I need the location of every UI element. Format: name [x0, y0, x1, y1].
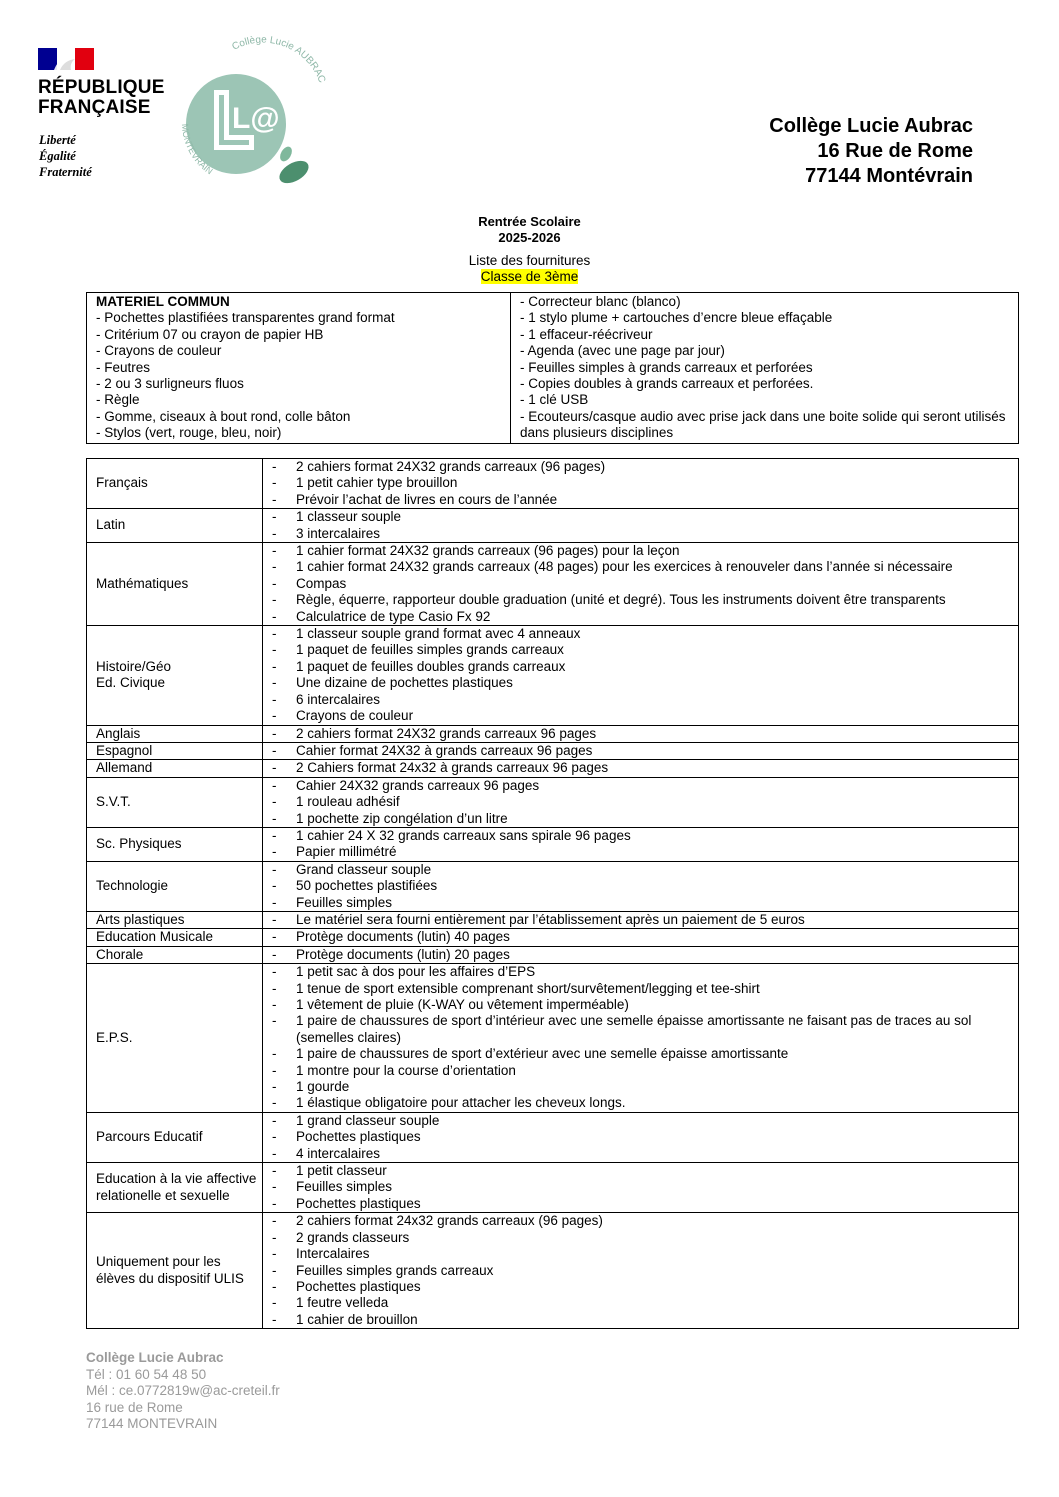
- marianne-flag-icon: [38, 48, 94, 70]
- supply-item-text: Cahier 24X32 grands carreaux 96 pages: [296, 777, 540, 793]
- bullet-dash: -: [272, 1145, 277, 1161]
- supply-item: [263, 1129, 1018, 1145]
- supply-item: [263, 1246, 1018, 1262]
- supply-item-text: Cahier format 24X32 à grands carreaux 96 pages: [296, 742, 593, 758]
- supply-item: [263, 929, 1018, 945]
- bullet-dash: -: [272, 708, 277, 724]
- supply-item: [263, 997, 1018, 1013]
- bullet-dash: -: [272, 810, 277, 826]
- subject-name: Parcours Educatif: [87, 1112, 263, 1162]
- bullet-dash: -: [272, 794, 277, 810]
- supply-item-text: 1 cahier format 24X32 grands carreaux (96 pages) pour la leçon: [296, 543, 680, 559]
- bullet-dash: -: [272, 1246, 277, 1262]
- subject-row: [87, 742, 1019, 759]
- bullet-dash: -: [272, 1213, 277, 1229]
- common-item: - Ecouteurs/casque audio avec prise jack dans une boite solide qui seront utilisés dans plusieurs disciplines: [520, 408, 1006, 441]
- footer-name: Collège Lucie Aubrac: [86, 1350, 224, 1365]
- supply-item-text: Grand classeur souple: [296, 861, 432, 877]
- supply-item: [263, 642, 1018, 658]
- supply-item: [263, 981, 1018, 997]
- subject-row: [87, 1213, 1019, 1329]
- common-item: - Gomme, ciseaux à bout rond, colle bâton: [96, 408, 351, 424]
- supply-item: [263, 912, 1018, 928]
- common-item: - 2 ou 3 surligneurs fluos: [96, 376, 244, 392]
- subject-row: [87, 509, 1019, 543]
- supply-item-text: 2 cahiers format 24X32 grands carreaux (96 pages): [296, 459, 606, 474]
- supply-item-text: 1 pochette zip congélation d’un litre: [296, 810, 508, 826]
- bullet-dash: -: [272, 1278, 277, 1294]
- footer-email: Mél : ce.0772819w@ac-creteil.fr: [86, 1383, 280, 1399]
- supply-item-text: 1 tenue de sport extensible comprenant short/survêtement/legging et tee-shirt: [296, 980, 760, 996]
- supply-item: [263, 1079, 1018, 1095]
- supply-item: [263, 895, 1018, 911]
- common-right-column: [511, 293, 1019, 444]
- supply-item-text: 4 intercalaires: [296, 1145, 381, 1161]
- supply-item-text: 1 élastique obligatoire pour attacher les cheveux longs.: [296, 1095, 626, 1111]
- supply-item-text: 1 classeur souple: [296, 509, 402, 525]
- supply-item-text: 1 paire de chaussures de sport d’extérieur avec une semelle épaisse amortissante: [296, 1046, 789, 1062]
- bullet-dash: -: [272, 1311, 277, 1327]
- bullet-dash: -: [272, 608, 277, 624]
- supply-item: [263, 862, 1018, 878]
- supply-item-text: 1 paquet de feuilles doubles grands carreaux: [296, 658, 566, 674]
- supply-item: [263, 526, 1018, 542]
- supply-item: [263, 509, 1018, 525]
- supply-item: [263, 947, 1018, 963]
- bullet-dash: -: [272, 1079, 277, 1095]
- supply-item: [263, 1063, 1018, 1079]
- common-item: - Agenda (avec une page par jour): [520, 343, 725, 359]
- subject-items: [263, 509, 1019, 543]
- rf-title: RÉPUBLIQUE FRANÇAISE: [38, 77, 165, 118]
- bullet-dash: -: [272, 742, 277, 758]
- supply-item: [263, 743, 1018, 759]
- common-item: - Critérium 07 ou crayon de papier HB: [96, 326, 324, 342]
- subject-items: [263, 626, 1019, 725]
- header-city: 77144 Montévrain: [805, 165, 973, 187]
- heading-title: Rentrée Scolaire: [478, 214, 581, 229]
- supply-item-text: 1 gourde: [296, 1079, 350, 1095]
- supply-item: [263, 659, 1018, 675]
- common-left-column: [87, 293, 511, 444]
- supply-item-text: 1 cahier format 24X32 grands carreaux (48 pages) pour les exercices à renouveler dans l’année si nécessaire: [296, 559, 953, 575]
- bullet-dash: -: [272, 964, 277, 980]
- supply-item-text: 6 intercalaires: [296, 691, 381, 707]
- footer-street: 16 rue de Rome: [86, 1399, 183, 1415]
- subject-row: [87, 1112, 1019, 1162]
- subject-name: Sc. Physiques: [87, 827, 263, 861]
- subject-row: [87, 760, 1019, 777]
- bullet-dash: -: [272, 675, 277, 691]
- bullet-dash: -: [272, 844, 277, 860]
- supply-item-text: 2 cahiers format 24X32 grands carreaux 96 pages: [296, 725, 597, 741]
- supply-item: [263, 1113, 1018, 1129]
- supply-item: [263, 1312, 1018, 1328]
- supply-item-text: 1 petit classeur: [296, 1163, 387, 1179]
- supply-item-text: 1 montre pour la course d’orientation: [296, 1062, 516, 1078]
- subject-row: [87, 861, 1019, 911]
- bullet-dash: -: [272, 509, 277, 525]
- bullet-dash: -: [272, 980, 277, 996]
- subjects-table: [86, 458, 1019, 1329]
- subject-name: Français: [87, 459, 263, 509]
- bullet-dash: -: [272, 559, 277, 575]
- college-logo-mark: L@: [232, 102, 280, 135]
- subject-row: [87, 777, 1019, 827]
- supply-item: [263, 1279, 1018, 1295]
- bullet-dash: -: [272, 1062, 277, 1078]
- supply-item: [263, 1196, 1018, 1212]
- subject-name: Uniquement pour les élèves du dispositif ULIS: [87, 1213, 263, 1329]
- college-logo-arc-top: Collège Lucie AUBRAC: [230, 34, 328, 85]
- supply-item-text: Protège documents (lutin) 20 pages: [296, 946, 510, 962]
- subject-items: [263, 964, 1019, 1113]
- subject-row: [87, 626, 1019, 725]
- supply-item-text: 50 pochettes plastifiées: [296, 878, 438, 894]
- bullet-dash: -: [272, 1046, 277, 1062]
- supply-item-text: Règle, équerre, rapporteur double graduation (unité et degré). Tous les instruments doivent être transparents: [296, 592, 946, 608]
- subject-row: [87, 459, 1019, 509]
- supply-item-text: Crayons de couleur: [296, 708, 414, 724]
- subject-name: Histoire/Géo Ed. Civique: [87, 626, 263, 725]
- supply-item: [263, 675, 1018, 691]
- header-address: [769, 114, 973, 189]
- supply-item: [263, 459, 1018, 475]
- supply-item-text: 1 paire de chaussures de sport d’intérieur avec une semelle épaisse amortissante ne faisant pas de traces au sol (semelles claires): [296, 1013, 972, 1045]
- subject-name: S.V.T.: [87, 777, 263, 827]
- subject-row: [87, 964, 1019, 1113]
- supply-item: [263, 559, 1018, 575]
- supply-item: [263, 1146, 1018, 1162]
- common-item: - Crayons de couleur: [96, 343, 222, 359]
- subject-row: [87, 946, 1019, 963]
- supply-item-text: Calculatrice de type Casio Fx 92: [296, 608, 491, 624]
- bullet-dash: -: [272, 1112, 277, 1128]
- bullet-dash: -: [272, 543, 277, 559]
- subject-items: [263, 760, 1019, 777]
- supply-item: [263, 828, 1018, 844]
- bullet-dash: -: [272, 459, 277, 474]
- supply-item-text: Compas: [296, 575, 347, 591]
- supply-item-text: 1 paquet de feuilles simples grands carreaux: [296, 642, 564, 658]
- bullet-dash: -: [272, 626, 277, 642]
- subject-row: [87, 911, 1019, 928]
- subject-name: Education Musicale: [87, 929, 263, 946]
- supply-item-text: 1 classeur souple grand format avec 4 anneaux: [296, 626, 581, 642]
- subject-row: [87, 1163, 1019, 1213]
- common-item: - Correcteur blanc (blanco): [520, 294, 681, 309]
- supply-item: [263, 964, 1018, 980]
- supply-item: [263, 778, 1018, 794]
- bullet-dash: -: [272, 760, 277, 776]
- supply-item-text: Protège documents (lutin) 40 pages: [296, 929, 510, 945]
- supply-item-text: Pochettes plastiques: [296, 1195, 421, 1211]
- supply-item: [263, 576, 1018, 592]
- subject-row: [87, 543, 1019, 626]
- bullet-dash: -: [272, 642, 277, 658]
- bullet-dash: -: [272, 1229, 277, 1245]
- supply-item-text: 1 cahier 24 X 32 grands carreaux sans spirale 96 pages: [296, 827, 631, 843]
- subject-items: [263, 1112, 1019, 1162]
- subject-name: Espagnol: [87, 742, 263, 759]
- subject-items: [263, 911, 1019, 928]
- supply-item: [263, 492, 1018, 508]
- subject-items: [263, 861, 1019, 911]
- subject-name: Chorale: [87, 946, 263, 963]
- supply-item-text: 1 grand classeur souple: [296, 1112, 440, 1128]
- supply-item: [263, 543, 1018, 559]
- supply-item: [263, 811, 1018, 827]
- supply-item-text: Intercalaires: [296, 1246, 370, 1262]
- subject-name: Education à la vie affective relationelle et sexuelle: [87, 1163, 263, 1213]
- supply-item: [263, 708, 1018, 724]
- college-logo-arc-bottom: MONTEVRAIN: [179, 123, 215, 177]
- supply-item-text: Le matériel sera fourni entièrement par l’établissement après un paiement de 5 euros: [296, 911, 805, 927]
- heading-year: 2025-2026: [498, 230, 561, 245]
- bullet-dash: -: [272, 946, 277, 962]
- common-item: - 1 effaceur-réécriveur: [520, 326, 653, 342]
- supply-item: [263, 1163, 1018, 1179]
- bullet-dash: -: [272, 691, 277, 707]
- header-street: 16 Rue de Rome: [817, 140, 973, 162]
- bullet-dash: -: [272, 1295, 277, 1311]
- common-left-list: [96, 310, 504, 441]
- bullet-dash: -: [272, 1095, 277, 1111]
- supply-item: [263, 1230, 1018, 1246]
- common-item: - Règle: [96, 392, 140, 408]
- supply-item-text: 3 intercalaires: [296, 525, 381, 541]
- subject-items: [263, 929, 1019, 946]
- subject-items: [263, 1163, 1019, 1213]
- bullet-dash: -: [272, 1179, 277, 1195]
- supply-item-text: 2 Cahiers format 24x32 à grands carreaux 96 pages: [296, 760, 609, 776]
- bullet-dash: -: [272, 1262, 277, 1278]
- common-title: MATERIEL COMMUN: [96, 294, 230, 309]
- supply-item-text: Pochettes plastiques: [296, 1278, 421, 1294]
- supply-item: [263, 692, 1018, 708]
- supply-item: [263, 726, 1018, 742]
- supply-item: [263, 626, 1018, 642]
- supply-item: [263, 1179, 1018, 1195]
- bullet-dash: -: [272, 1195, 277, 1211]
- supply-item-text: 1 feutre velleda: [296, 1295, 389, 1311]
- supply-item-text: 2 cahiers format 24x32 grands carreaux (96 pages): [296, 1213, 603, 1229]
- bullet-dash: -: [272, 475, 277, 491]
- subject-name: Anglais: [87, 725, 263, 742]
- supply-item: [263, 1213, 1018, 1229]
- subject-name: E.P.S.: [87, 964, 263, 1113]
- college-logo: [172, 32, 337, 192]
- subject-items: [263, 946, 1019, 963]
- subject-row: [87, 929, 1019, 946]
- subject-name: Mathématiques: [87, 543, 263, 626]
- supply-item-text: 1 vêtement de pluie (K-WAY ou vêtement imperméable): [296, 997, 629, 1012]
- supply-item-text: Feuilles simples grands carreaux: [296, 1262, 494, 1278]
- supply-item-text: Feuilles simples: [296, 1179, 393, 1195]
- subject-items: [263, 543, 1019, 626]
- footer-phone: Tél : 01 60 54 48 50: [86, 1366, 207, 1382]
- common-item: - Copies doubles à grands carreaux et perforées.: [520, 376, 814, 392]
- supply-item: [263, 844, 1018, 860]
- bullet-dash: -: [272, 1163, 277, 1179]
- supply-item-text: 1 petit cahier type brouillon: [296, 475, 458, 491]
- bullet-dash: -: [272, 491, 277, 507]
- subject-row: [87, 827, 1019, 861]
- bullet-dash: -: [272, 929, 277, 945]
- subject-items: [263, 827, 1019, 861]
- header-college-name: Collège Lucie Aubrac: [769, 115, 973, 137]
- bullet-dash: -: [272, 1129, 277, 1145]
- bullet-dash: -: [272, 894, 277, 910]
- subject-items: [263, 742, 1019, 759]
- bullet-dash: -: [272, 911, 277, 927]
- subject-name: Allemand: [87, 760, 263, 777]
- supply-item-text: 1 petit sac à dos pour les affaires d’EPS: [296, 964, 536, 980]
- supply-item: [263, 760, 1018, 776]
- bullet-dash: -: [272, 725, 277, 741]
- subject-name: Technologie: [87, 861, 263, 911]
- common-item: - 1 clé USB: [520, 392, 589, 408]
- rf-motto: Liberté Égalité Fraternité: [39, 133, 92, 179]
- common-material-table: [86, 292, 1019, 444]
- supply-item: [263, 794, 1018, 810]
- supply-item: [263, 1013, 1018, 1046]
- supply-item: [263, 609, 1018, 625]
- bullet-dash: -: [272, 827, 277, 843]
- supply-item: [263, 1095, 1018, 1111]
- supply-item-text: Pochettes plastiques: [296, 1129, 421, 1145]
- supply-item: [263, 878, 1018, 894]
- supply-item: [263, 1263, 1018, 1279]
- bullet-dash: -: [272, 997, 277, 1012]
- common-item: - 1 stylo plume + cartouches d’encre bleue effaçable: [520, 310, 833, 326]
- supply-item-text: Prévoir l’achat de livres en cours de l’année: [296, 491, 558, 507]
- common-right-list: [520, 294, 1012, 442]
- footer-contact: [86, 1350, 280, 1433]
- supply-item-text: Papier millimétré: [296, 844, 397, 860]
- supply-item: [263, 592, 1018, 608]
- document-heading: [0, 214, 1059, 285]
- common-item: - Feuilles simples à grands carreaux et perforées: [520, 359, 813, 375]
- common-item: - Stylos (vert, rouge, bleu, noir): [96, 425, 282, 441]
- supply-item: [263, 1046, 1018, 1062]
- supply-item-text: 1 cahier de brouillon: [296, 1311, 418, 1327]
- bullet-dash: -: [272, 658, 277, 674]
- supply-item: [263, 1295, 1018, 1311]
- footer-city: 77144 MONTEVRAIN: [86, 1416, 218, 1432]
- subject-items: [263, 459, 1019, 509]
- bullet-dash: -: [272, 777, 277, 793]
- common-item: - Feutres: [96, 359, 151, 375]
- bullet-dash: -: [272, 575, 277, 591]
- supply-item: [263, 475, 1018, 491]
- bullet-dash: -: [272, 592, 277, 608]
- supply-item-text: Feuilles simples: [296, 894, 393, 910]
- bullet-dash: -: [272, 525, 277, 541]
- supply-item-text: 2 grands classeurs: [296, 1229, 410, 1245]
- common-item: - Pochettes plastifiées transparentes grand format: [96, 310, 395, 326]
- subject-name: Arts plastiques: [87, 911, 263, 928]
- bullet-dash: -: [272, 861, 277, 877]
- subject-items: [263, 725, 1019, 742]
- subject-name: Latin: [87, 509, 263, 543]
- supply-item-text: Une dizaine de pochettes plastiques: [296, 675, 513, 691]
- subject-row: [87, 725, 1019, 742]
- subject-items: [263, 1213, 1019, 1329]
- supply-item-text: 1 rouleau adhésif: [296, 794, 400, 810]
- heading-class: Classe de 3ème: [480, 269, 579, 284]
- bullet-dash: -: [272, 1013, 277, 1029]
- heading-subtitle: Liste des fournitures: [468, 253, 591, 268]
- bullet-dash: -: [272, 878, 277, 894]
- republique-francaise-logo: [36, 48, 176, 183]
- subject-items: [263, 777, 1019, 827]
